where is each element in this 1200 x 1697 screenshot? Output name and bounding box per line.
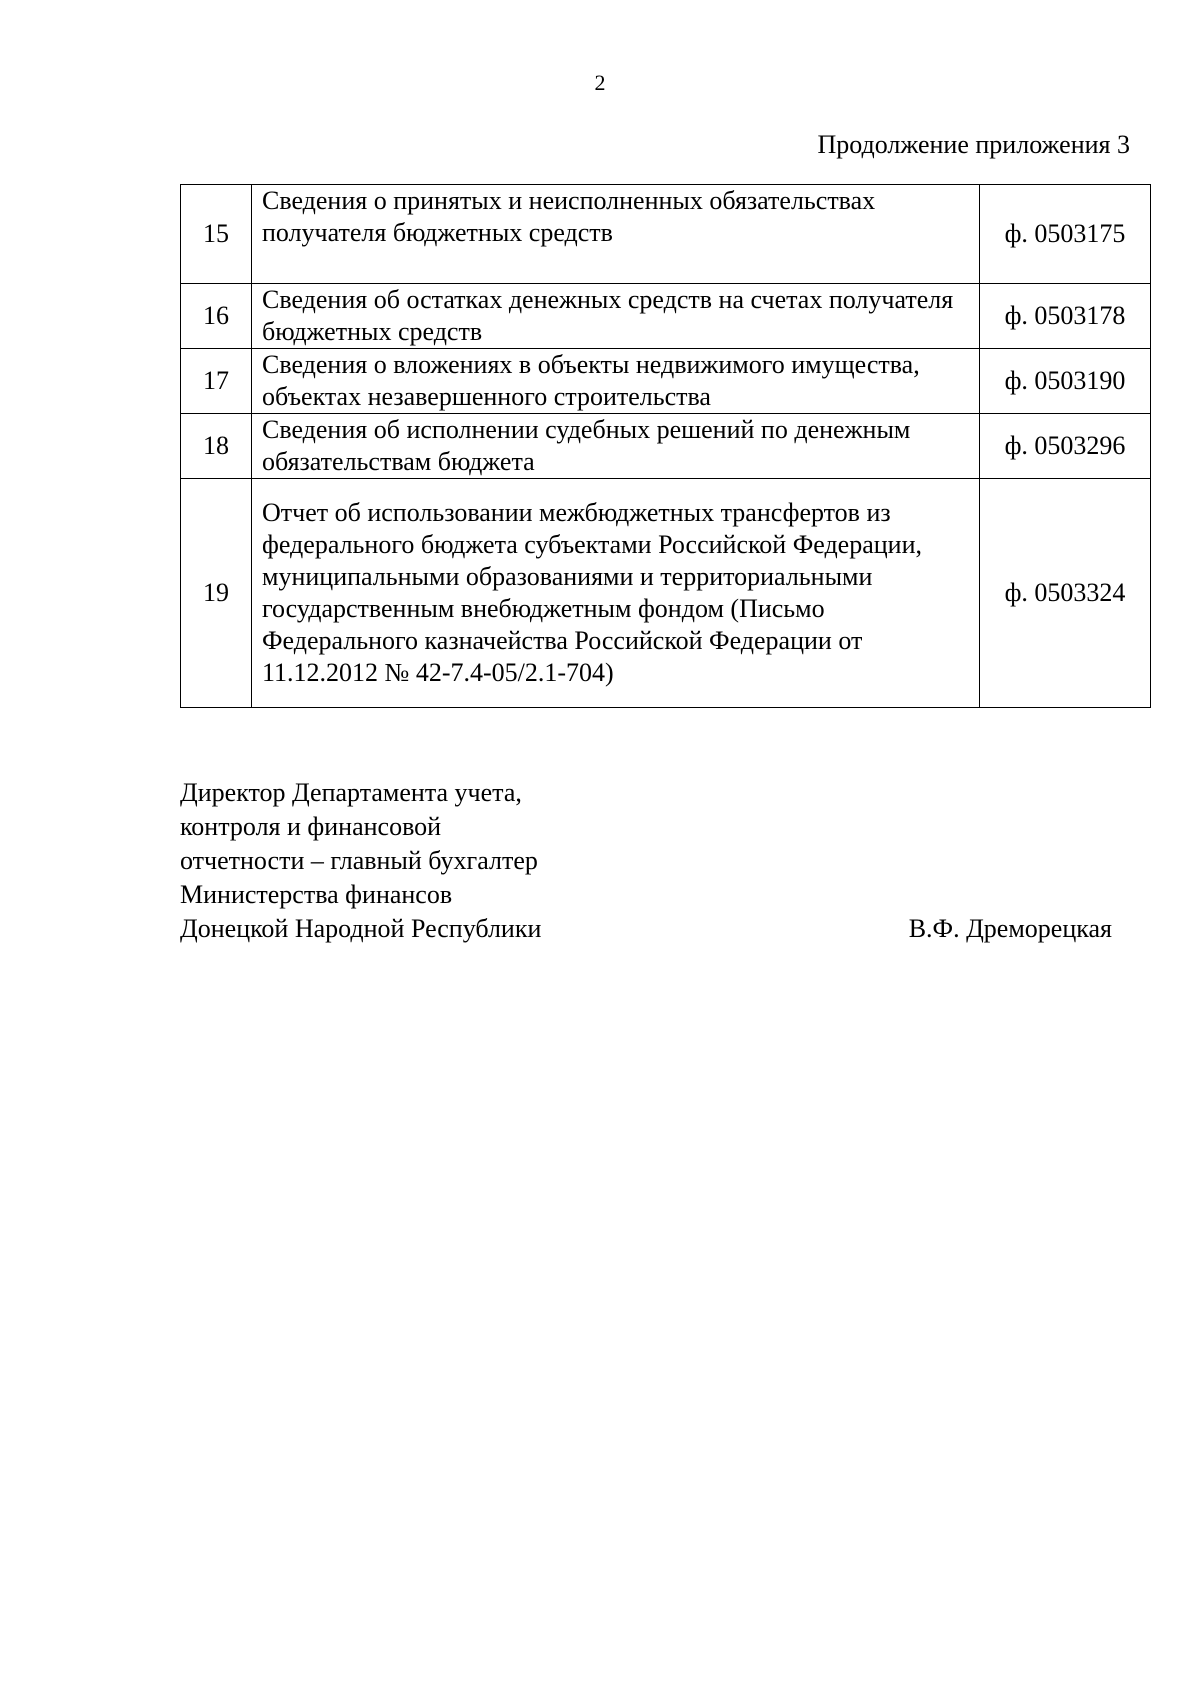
signatory-position-line: Министерства финансов bbox=[180, 880, 453, 909]
row-number: 19 bbox=[181, 479, 252, 708]
row-title: Сведения об остатках денежных средств на счетах получателя бюджетных средств bbox=[252, 284, 980, 349]
signatory-position-line: контроля и финансовой bbox=[180, 812, 442, 841]
table-row bbox=[181, 349, 1151, 414]
row-title: Сведения об исполнении судебных решений по денежным обязательствам бюджета bbox=[252, 414, 980, 479]
row-title: Отчет об использовании межбюджетных трансфертов из федерального бюджета субъектами Российской Федерации, муниципальными образованиями и территориальными государственным внебюджетным фондом (Письмо Федерального казначейства Российской Федерации от 11.12.2012 № 42-7.4-05/2.1-704) bbox=[252, 479, 980, 708]
table-row bbox=[181, 185, 1151, 284]
appendix-continuation-note: Продолжение приложения 3 bbox=[817, 130, 1130, 159]
row-form-code: ф. 0503190 bbox=[980, 349, 1151, 414]
row-title: Сведения о вложениях в объекты недвижимого имущества, объектах незавершенного строительства bbox=[252, 349, 980, 414]
row-form-code: ф. 0503296 bbox=[980, 414, 1151, 479]
row-title: Сведения о принятых и неисполненных обязательствах получателя бюджетных средств bbox=[252, 185, 980, 284]
signatory-position-line: Донецкой Народной Республики bbox=[180, 914, 542, 943]
row-number: 15 bbox=[181, 185, 252, 284]
row-number: 18 bbox=[181, 414, 252, 479]
table-row bbox=[181, 479, 1151, 708]
table-row bbox=[181, 284, 1151, 349]
reports-table bbox=[180, 184, 1151, 708]
signatory-name: В.Ф. Дреморецкая bbox=[908, 914, 1112, 943]
row-form-code: ф. 0503178 bbox=[980, 284, 1151, 349]
row-number: 16 bbox=[181, 284, 252, 349]
signatory-position-line: Директор Департамента учета, bbox=[180, 778, 522, 807]
row-form-code: ф. 0503324 bbox=[980, 479, 1151, 708]
page-number: 2 bbox=[594, 70, 606, 95]
table-row bbox=[181, 414, 1151, 479]
signatory-position-block bbox=[180, 776, 541, 946]
row-form-code: ф. 0503175 bbox=[980, 185, 1151, 284]
row-number: 17 bbox=[181, 349, 252, 414]
signatory-position-line: отчетности – главный бухгалтер bbox=[180, 846, 538, 875]
